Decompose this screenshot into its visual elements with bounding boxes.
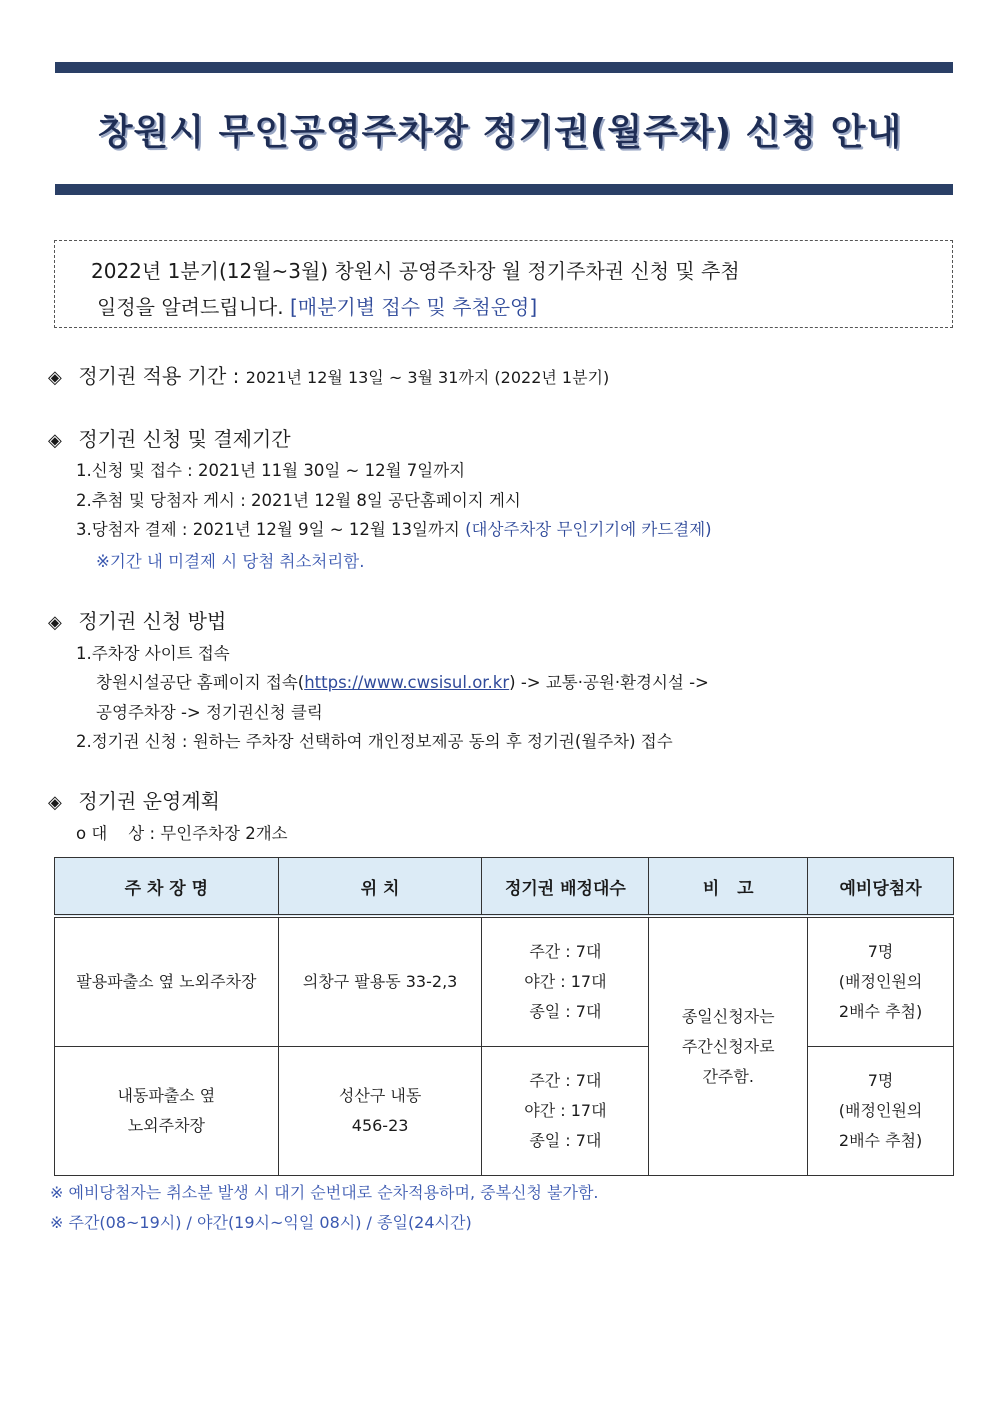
allocation-night: 야간 : 17대 (524, 972, 607, 991)
method-item-1: 1.주차장 사이트 접속 (76, 644, 230, 663)
reserve-count: 7명 (867, 942, 894, 961)
allocation-allday: 종일 : 7대 (529, 1002, 602, 1021)
allocation-cell (482, 916, 649, 1047)
reserve-cell (808, 916, 954, 1047)
intro-line2 (97, 291, 537, 320)
allocation-day: 주간 : 7대 (529, 1071, 602, 1090)
top-rule (55, 62, 953, 73)
bottom-rule (55, 184, 953, 195)
reserve-count: 7명 (867, 1071, 894, 1090)
location: 456-23 (351, 1116, 409, 1135)
remark-line: 주간신청자로 (681, 1036, 775, 1056)
location: 성산구 내동 (338, 1086, 422, 1105)
reserve-cell (808, 1047, 954, 1176)
reserve-note: (배정인원의 (838, 972, 923, 991)
application-item-3-note: (대상주차장 무인기기에 카드결제) (465, 520, 712, 539)
intro-line2-text: 일정을 알려드립니다. (97, 295, 284, 319)
section-method-title: 정기권 신청 방법 (78, 609, 227, 633)
intro-line1: 2022년 1분기(12월~3월) 창원시 공영주차장 월 정기주차권 신청 및 추첨 (91, 259, 740, 283)
diamond-bullet-icon: ◈ (48, 612, 62, 633)
parking-name: 노외주차장 (127, 1116, 205, 1135)
method-item-2: 2.정기권 신청 : 원하는 주차장 선택하여 개인정보제공 동의 후 정기권(월주차) 접수 (76, 732, 673, 751)
application-item-2: 2.추첨 및 당첨자 게시 : 2021년 12월 8일 공단홈페이지 게시 (76, 491, 521, 510)
application-item-1: 1.신청 및 접수 : 2021년 11월 30일 ~ 12월 7일까지 (76, 461, 466, 480)
reserve-note: 2배수 추첨) (838, 1131, 923, 1150)
plan-target-value: 무인주차장 2개소 (160, 824, 288, 843)
application-item-3-text: 3.당첨자 결제 : 2021년 12월 9일 ~ 12월 13일까지 (76, 520, 460, 539)
intro-highlight: [매분기별 접수 및 추첨운영] (289, 295, 538, 319)
method-item-1-line2: 공영주차장 -> 정기권신청 클릭 (96, 703, 323, 722)
allocation-allday: 종일 : 7대 (529, 1131, 602, 1150)
page-title: 창원시 무인공영주차장 정기권(월주차) 신청 안내 (97, 112, 903, 153)
remark-cell (649, 916, 808, 1176)
remark-line: 종일신청자는 (681, 1006, 775, 1026)
header-reserve: 예비당첨자 (808, 858, 954, 917)
parking-name-cell (55, 916, 279, 1047)
method-path-text: ) -> 교통·공원·환경시설 -> (509, 673, 709, 692)
remark-line: 간주함. (702, 1066, 754, 1086)
header-remark: 비 고 (649, 858, 808, 917)
location: 의창구 팔용동 33-2,3 (302, 972, 458, 991)
section-period-title: 정기권 적용 기간 : (78, 364, 240, 388)
parking-name: 팔용파출소 옆 노외주차장 (76, 972, 257, 991)
website-link[interactable]: https://www.cwsisul.or.kr (304, 673, 510, 692)
plan-target (76, 820, 288, 844)
allocation-night: 야간 : 17대 (524, 1101, 607, 1120)
section-plan-title: 정기권 운영계획 (78, 789, 220, 813)
plan-target-label: o 대 상 : (76, 824, 156, 843)
section-plan (48, 785, 220, 814)
table-header-row (55, 858, 954, 917)
payment-warning: ※기간 내 미결제 시 당첨 취소처리함. (96, 552, 365, 571)
footnote-hours: ※ 주간(08~19시) / 야간(19시~익일 08시) / 종일(24시간) (50, 1213, 472, 1232)
parking-name-cell (55, 1047, 279, 1176)
location-cell (278, 916, 482, 1047)
allocation-day: 주간 : 7대 (529, 942, 602, 961)
parking-plan-table (54, 857, 954, 1176)
reserve-note: 2배수 추첨) (838, 1002, 923, 1021)
table-row (55, 916, 954, 1047)
section-application-title: 정기권 신청 및 결제기간 (78, 427, 291, 451)
reserve-note: (배정인원의 (838, 1101, 923, 1120)
table-row (55, 1047, 954, 1176)
diamond-bullet-icon: ◈ (48, 792, 62, 813)
header-name: 주 차 장 명 (55, 858, 279, 917)
application-item-3 (76, 516, 712, 540)
location-cell (278, 1047, 482, 1176)
section-application (48, 423, 291, 452)
section-method (48, 605, 226, 634)
diamond-bullet-icon: ◈ (48, 367, 62, 388)
parking-name: 내동파출소 옆 (117, 1086, 216, 1105)
allocation-cell (482, 1047, 649, 1176)
method-site-text: 창원시설공단 홈페이지 접속( (96, 673, 305, 692)
diamond-bullet-icon: ◈ (48, 430, 62, 451)
header-location: 위 치 (278, 858, 482, 917)
section-period-detail: 2021년 12월 13일 ~ 3월 31까지 (2022년 1분기) (245, 368, 610, 387)
section-period (48, 360, 609, 389)
header-allocation: 정기권 배정대수 (482, 858, 649, 917)
intro-box (54, 240, 953, 328)
method-item-1-line1 (96, 669, 709, 693)
footnote-reserve: ※ 예비당첨자는 취소분 발생 시 대기 순번대로 순차적용하며, 중복신청 불가함. (50, 1183, 599, 1202)
